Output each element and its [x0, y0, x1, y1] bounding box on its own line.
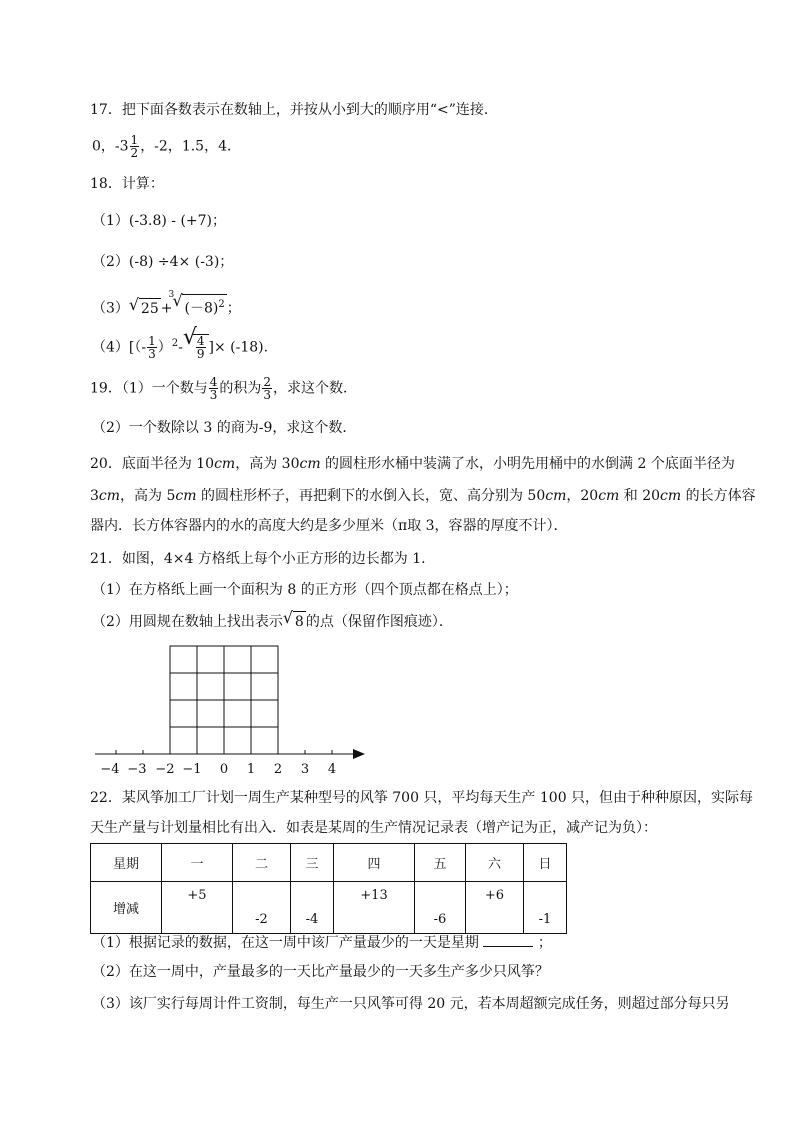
- q18-part3: （3） √ 25 + 3 √ $(-8)^2$ ；: [92, 290, 241, 317]
- tick-label: −2: [155, 762, 175, 777]
- q20-line2: 3cm，高为 5cm 的圆柱形杯子，再把剩下的水倒入长，宽、高分别为 50cm，20cm 和 20cm 的长方体容: [90, 488, 756, 504]
- q22-line2: 天生产量与计划量相比有出入．如表是某周的生产情况记录表（增产记为正，减产记为负）：: [90, 820, 657, 836]
- tick-label: −1: [182, 762, 202, 777]
- table-cell: -6: [415, 882, 466, 934]
- table-cell: 一: [162, 844, 233, 882]
- table-header-row: [91, 844, 567, 882]
- table-cell: +5: [162, 882, 233, 934]
- answer-blank[interactable]: [483, 932, 533, 947]
- table-cell: 二: [233, 844, 291, 882]
- fraction: $\frac{1}{2}$: [130, 133, 139, 160]
- q19-part2: （2）一个数除以 3 的商为-9，求这个数．: [92, 420, 357, 436]
- tick-label: 3: [300, 762, 310, 777]
- q18-title: 18．计算：: [90, 176, 164, 192]
- table-row: [91, 882, 567, 934]
- q21-part2: （2）用圆规在数轴上找出表示 √ 8 的点（保留作图痕迹）．: [92, 608, 453, 630]
- table-cell: 日: [524, 844, 567, 882]
- table-cell: 三: [291, 844, 334, 882]
- axis-tick-labels: [100, 762, 336, 777]
- table-cell: 五: [415, 844, 466, 882]
- q18-part1: （1）(-3.8) - (+7)；: [92, 213, 227, 229]
- q22-part2: （2）在这一周中，产量最多的一天比产量最少的一天多生产多少只风筝？: [92, 964, 549, 980]
- number-line: [95, 749, 365, 759]
- q22-part3: （3）该厂实行每周计件工资制，每生产一只风筝可得 20 元，若本周超额完成任务，则超过部分每只另: [92, 996, 730, 1012]
- table-cell: 四: [334, 844, 415, 882]
- axis-arrow-icon: [353, 749, 365, 759]
- square-grid: [170, 646, 278, 754]
- tick-label: 1: [246, 762, 256, 777]
- tick-label: −4: [100, 762, 120, 777]
- table-cell: +13: [334, 882, 415, 934]
- table-cell: -4: [291, 882, 334, 934]
- table-cell: 星期: [91, 844, 162, 882]
- q22-part1: （1）根据记录的数据，在这一周中该厂产量最少的一天是星期 ；: [92, 932, 552, 953]
- table-cell: -1: [524, 882, 567, 934]
- q21-part1: （1）在方格纸上画一个面积为 8 的正方形（四个顶点都在格点上）；: [92, 582, 518, 598]
- table-cell: +6: [466, 882, 524, 934]
- table-cell: 增减: [91, 882, 162, 934]
- table-cell: -2: [233, 882, 291, 934]
- grid-number-line-figure: [90, 640, 380, 780]
- tick-label: −3: [127, 762, 147, 777]
- tick-label: 4: [327, 762, 337, 777]
- q20-line3: 器内．长方体容器内的水的高度大约是多少厘米（π取 3，容器的厚度不计）．: [90, 518, 568, 534]
- q22-line1: 22．某风筝加工厂计划一周生产某种型号的风筝 700 只，平均每天生产 100 只，但由于种种原因，实际每: [90, 790, 754, 806]
- q19-part1: 19．（1）一个数与 $\frac{4}{3}$ 的积为 $\frac{2}{3}$ ，求这个数．: [90, 375, 358, 402]
- production-table: [90, 843, 567, 934]
- q17-numbers: 0，-3 $\frac{1}{2}$ ，-2，1.5，4．: [92, 133, 241, 160]
- q21-title: 21．如图，4×4 方格纸上每个小正方形的边长都为 1．: [90, 551, 436, 567]
- q18-part4: （4）[（- $\frac{1}{3}$ ）$^2$- √ $\frac{4}{9}$ ]× (-18).: [92, 325, 269, 362]
- table-cell: 六: [466, 844, 524, 882]
- q17-text: 17．把下面各数表示在数轴上，并按从小到大的顺序用“<”连接．: [90, 102, 498, 118]
- tick-label: 0: [219, 762, 229, 777]
- q20-line1: 20．底面半径为 10cm，高为 30cm 的圆柱形水桶中装满了水，小明先用桶中的水倒满 2 个底面半径为: [90, 456, 735, 472]
- tick-label: 2: [273, 762, 283, 777]
- q18-part2: （2）(-8) ÷4× (-3)；: [92, 254, 234, 270]
